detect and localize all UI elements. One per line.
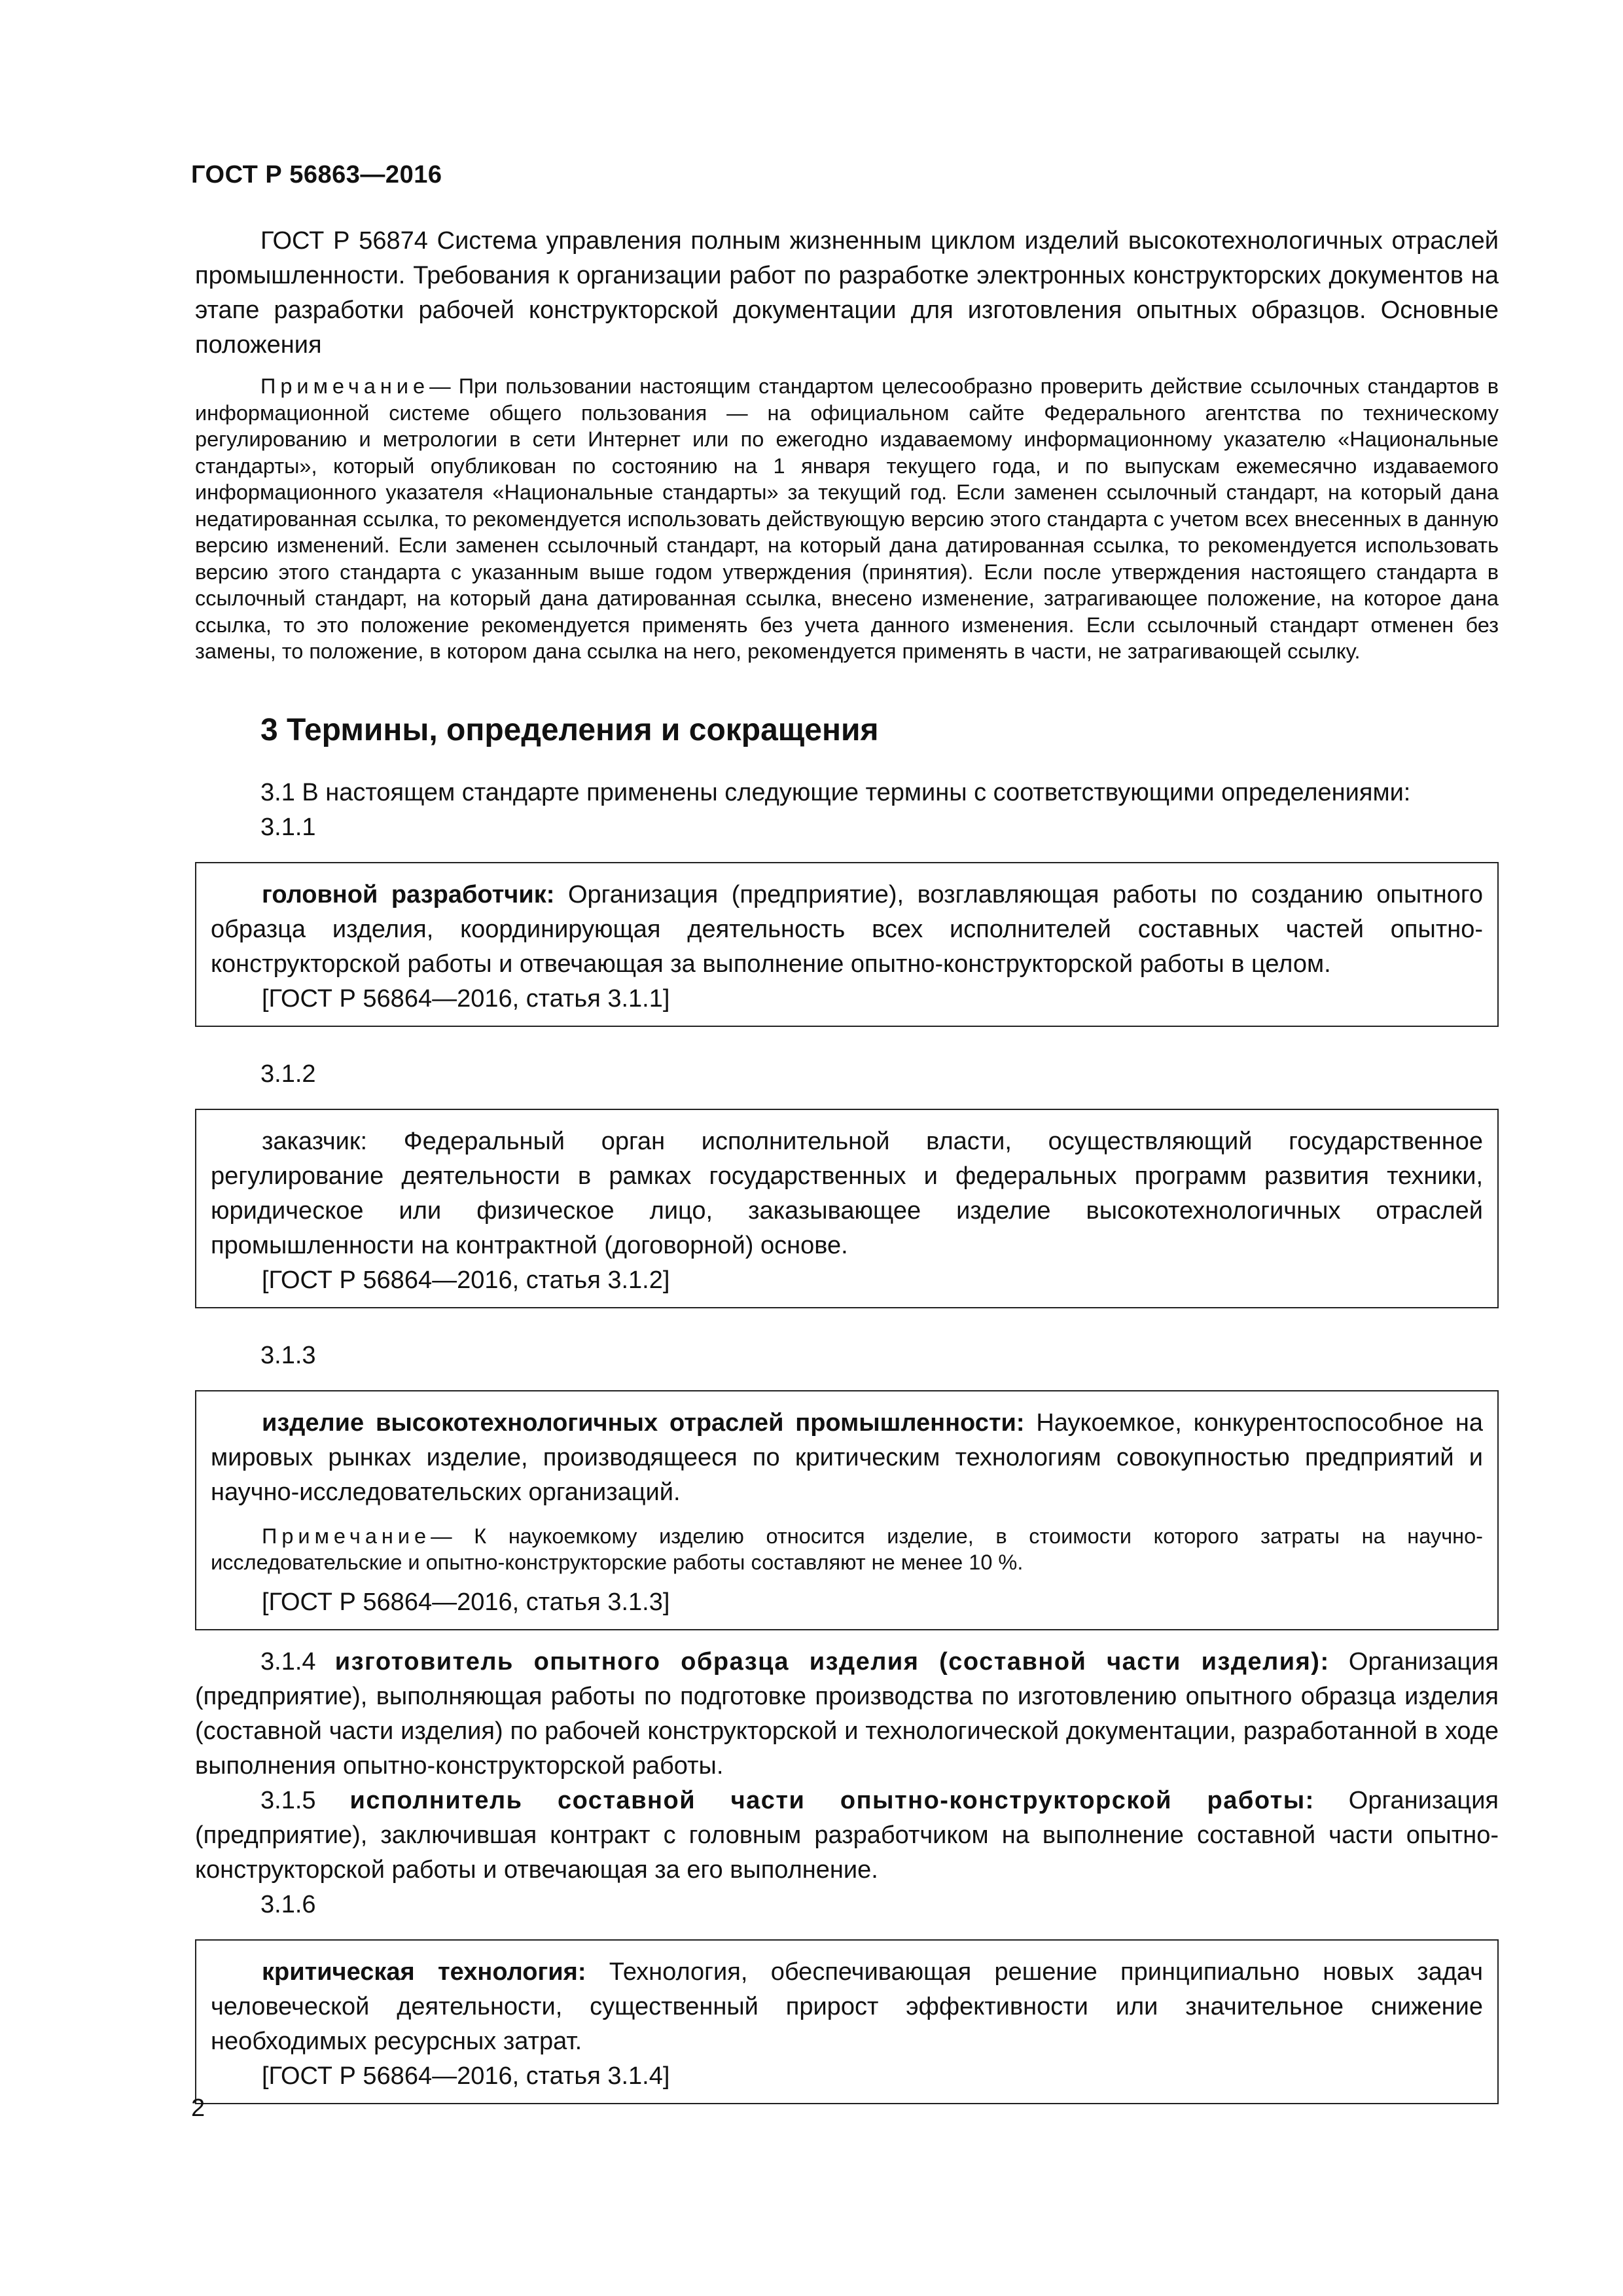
note-label: Примечание <box>260 374 430 398</box>
note-label: Примечание <box>262 1524 431 1548</box>
definition: Организация (предприятие), возглавляющая работы по созданию опытного образца изделия, координирующая деятельность всех исполнителей составных частей опытно-конструкторской работы и отвечающая за выполнение опытно-конструкторской работы в целом. <box>211 880 1483 978</box>
definition-text <box>211 878 1483 982</box>
definition-box-3-1-3 <box>195 1390 1499 1630</box>
definition-box-3-1-2 <box>195 1109 1499 1308</box>
clause-number: 3.1.4 <box>260 1647 316 1676</box>
definition-box-3-1-1 <box>195 862 1499 1027</box>
clause-number-3-1-2: 3.1.2 <box>260 1060 316 1088</box>
definition-source: [ГОСТ Р 56864—2016, статья 3.1.1] <box>262 984 670 1013</box>
clause-3-1-5 <box>195 1784 1499 1888</box>
definition: Наукоемкое, конкурентоспособное на мировых рынках изделие, производящееся по критическим технологиям совокупностью предприятий и научно-исследовательских организаций. <box>211 1408 1484 1506</box>
clause-number-3-1-3: 3.1.3 <box>260 1341 316 1369</box>
definition: Организация (предприятие), выполняющая работы по подготовке производства по изготовлению опытного образца изделия (составной части изделия) по рабочей конструкторской и технологической документации, разработанной в ходе выполнения опытно-конструкторской работы. <box>195 1647 1499 1780</box>
note-text: — К наукоемкому изделию относится изделие, в стоимости которого затраты на научно-исследовательские и опытно-конструкторские работы составляют не менее 10 %. <box>211 1524 1483 1574</box>
term: критическая технология: <box>262 1958 586 1986</box>
reference-entry: ГОСТ Р 56874 Система управления полным жизненным циклом изделий высокотехнологичных отраслей промышленности. Требования к организации работ по разработке электронных конструкторских документов на этапе разработки рабочей конструкторской документации для изготовления опытных образцов. Основные положения <box>195 227 1499 359</box>
term: изготовитель опытного образца изделия (составной части изделия): <box>334 1647 1330 1676</box>
clause-number-3-1-6: 3.1.6 <box>260 1890 316 1918</box>
section-title: 3 Термины, определения и сокращения <box>260 712 879 747</box>
clause-3-1-4 <box>195 1645 1499 1784</box>
clause-number-3-1-1: 3.1.1 <box>260 813 316 841</box>
definition-text <box>211 1955 1483 2059</box>
term: изделие высокотехнологичных отраслей промышленности: <box>262 1408 1025 1437</box>
page-number: 2 <box>191 2094 205 2122</box>
definition: Технология, обеспечивающая решение принципиально новых задач человеческой деятельности, существенный прирост эффективности или значительное снижение необходимых ресурсных затрат. <box>211 1958 1484 2055</box>
page-content <box>195 224 1499 2104</box>
clause-3-1: 3.1 В настоящем стандарте применены следующие термины с соответствующими определениями: <box>260 778 1411 806</box>
document-header: ГОСТ Р 56863—2016 <box>191 161 442 188</box>
reference-note <box>195 373 1499 665</box>
clause-number: 3.1.5 <box>260 1786 316 1814</box>
definition: Организация (предприятие), заключившая контракт с головным разработчиком на выполнение составной части опытно-конструкторской работы и отвечающая за его выполнение. <box>195 1786 1499 1884</box>
definition-source: [ГОСТ Р 56864—2016, статья 3.1.3] <box>262 1588 670 1616</box>
definition-box-3-1-6 <box>195 1939 1499 2104</box>
term: исполнитель составной части опытно-конструкторской работы: <box>349 1786 1315 1814</box>
term: головной разработчик: <box>262 880 555 908</box>
definition-text: заказчик: Федеральный орган исполнительной власти, осуществляющий государственное регулирование деятельности в рамках государственных и федеральных программ развития техники, юридическое или физическое лицо, заказывающее изделие высокотехнологичных отраслей промышленности на контрактной (договорной) основе. <box>211 1127 1483 1259</box>
definition-note <box>211 1523 1483 1576</box>
definition-text <box>211 1406 1483 1510</box>
note-text: — При пользовании настоящим стандартом целесообразно проверить действие ссылочных стандартов в информационной системе общего пользования — на официальном сайте Федерального агентства по техническому регулированию и метрологии в сети Интернет или по ежегодно издаваемому информационному указателю «Национальные стандарты», который опубликован по состоянию на 1 января текущего года, и по выпускам ежемесячно издаваемого информационного указателя «Национальные стандарты» за текущий год. Если заменен ссылочный стандарт, на который дана недатированная ссылка, то рекомендуется использовать действующую версию этого стандарта с учетом всех внесенных в данную версию изменений. Если заменен ссылочный стандарт, на который дана датированная ссылка, то рекомендуется использовать версию этого стандарта с указанным выше годом утверждения (принятия). Если после утверждения настоящего стандарта в ссылочный стандарт, на который дана датированная ссылка, внесено изменение, затрагивающее положение, на которое дана ссылка, то это положение рекомендуется применять без учета данного изменения. Если ссылочный стандарт отменен без замены, то положение, в котором дана ссылка на него, рекомендуется применять в части, не затрагивающей ссылку. <box>195 374 1499 663</box>
definition-source: [ГОСТ Р 56864—2016, статья 3.1.4] <box>262 2062 670 2090</box>
definition-source: [ГОСТ Р 56864—2016, статья 3.1.2] <box>262 1266 670 1294</box>
